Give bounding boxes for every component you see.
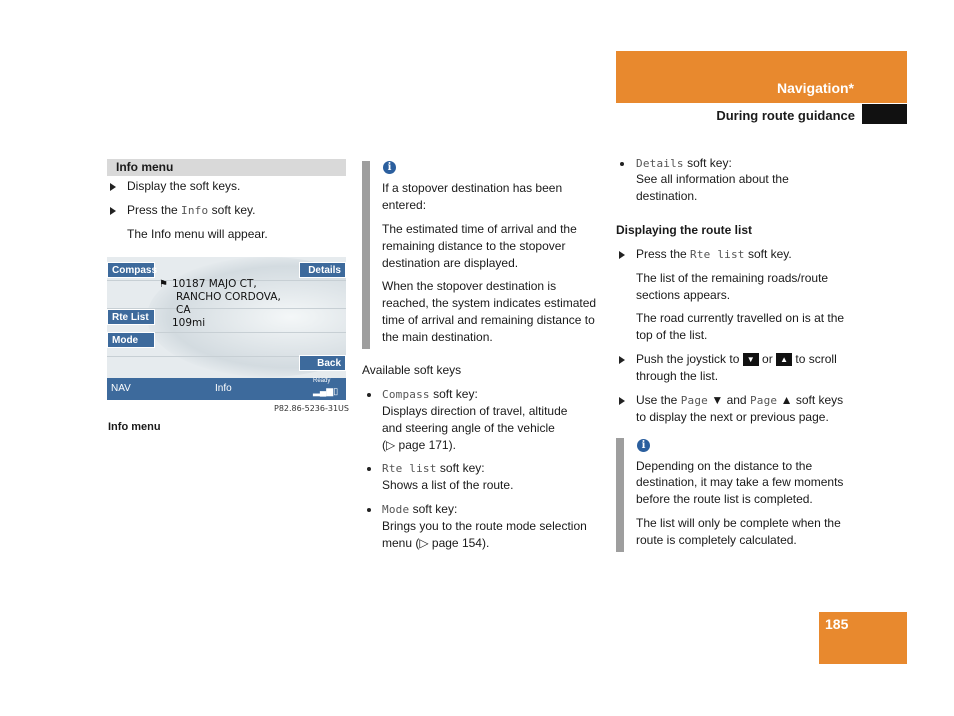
step-arrow-icon: [619, 397, 625, 405]
step-result: The list of the remaining roads/route: [636, 271, 829, 285]
note-text: Depending on the distance to the: [636, 459, 813, 473]
section-subtitle: During route guidance: [716, 108, 855, 123]
back-softkey[interactable]: Back: [299, 355, 346, 371]
step-text: Press the Info soft key.: [127, 203, 256, 217]
step-result: top of the list.: [636, 328, 708, 342]
arrow-up-icon: ▲: [776, 353, 792, 366]
info-icon: i: [637, 439, 650, 452]
step-text: through the list.: [636, 369, 719, 383]
note-text: If a stopover destination has been entered:: [382, 181, 563, 212]
bullet-item: Mode soft key:: [382, 502, 458, 516]
step-result: The Info menu will appear.: [127, 227, 268, 241]
note-text: destination, it may take a few moments: [636, 475, 844, 489]
page-number: 185: [825, 616, 849, 632]
bullet-dot: [620, 162, 624, 166]
info-menu-heading: Info menu: [107, 159, 346, 176]
note-text: When the stopover destination is reached, the system indicates estimated time of arrival and remaining distance to the main destination.: [382, 279, 597, 344]
status-info: Info: [215, 383, 232, 394]
bullet-text: See all information about the: [636, 172, 789, 186]
bullet-text: Displays direction of travel, altitude: [382, 404, 568, 418]
signal-bars-icon: ▂▄▆▯: [313, 386, 339, 396]
distance-readout: 109mi: [172, 317, 206, 329]
status-ready: Ready: [313, 378, 331, 384]
available-keys-heading: Available soft keys: [362, 363, 462, 377]
bullet-item: Details soft key:: [636, 156, 732, 170]
note-text: The list will only be complete when the: [636, 516, 841, 530]
address-line: RANCHO CORDOVA,: [176, 291, 281, 303]
bullet-dot: [367, 393, 371, 397]
rte-list-softkey[interactable]: Rte List: [107, 309, 155, 325]
step-result: sections appears.: [636, 288, 731, 302]
note-bar: [362, 161, 370, 349]
address-line: 10187 MAJO CT,: [172, 278, 257, 290]
step-text: Push the joystick to ▼ or ▲ to scroll: [636, 352, 837, 366]
bullet-dot: [367, 508, 371, 512]
bullet-item: Compass soft key:: [382, 387, 478, 401]
bullet-text: destination.: [636, 189, 698, 203]
bullet-item: Rte list soft key:: [382, 461, 485, 475]
step-text: to display the next or previous page.: [636, 410, 829, 424]
route-list-heading: Displaying the route list: [616, 223, 753, 237]
mode-softkey[interactable]: Mode: [107, 332, 155, 348]
status-bar: [107, 378, 346, 400]
arrow-down-icon: ▼: [711, 393, 724, 407]
note-text: The estimated time of arrival and the remaining distance to the stopover destination are displayed.: [382, 222, 577, 270]
details-softkey[interactable]: Details: [299, 262, 346, 278]
destination-flag-icon: ⚑: [159, 279, 168, 290]
header-marker: [862, 104, 907, 124]
step-text: Press the Rte list soft key.: [636, 247, 792, 261]
compass-softkey[interactable]: Compass: [107, 262, 155, 278]
step-text: Display the soft keys.: [127, 179, 241, 193]
bullet-dot: [367, 467, 371, 471]
nav-screen-figure: [107, 257, 346, 400]
step-arrow-icon: [110, 207, 116, 215]
note-text: route is completely calculated.: [636, 533, 797, 547]
note-bar: [616, 438, 624, 552]
step-text: Use the Page ▼ and Page ▲ soft keys: [636, 393, 844, 407]
step-arrow-icon: [619, 356, 625, 364]
page-reference: (▷ page 171).: [382, 438, 456, 452]
status-nav: NAV: [111, 383, 131, 394]
step-arrow-icon: [110, 183, 116, 191]
address-line: CA: [176, 304, 191, 316]
bullet-text: and steering angle of the vehicle: [382, 421, 555, 435]
bullet-text: Shows a list of the route.: [382, 478, 514, 492]
info-icon: i: [383, 161, 396, 174]
bullet-text: Brings you to the route mode selection: [382, 519, 587, 533]
chapter-title: Navigation*: [776, 80, 854, 96]
arrow-up-icon: ▲: [780, 393, 793, 407]
note-text: before the route list is completed.: [636, 492, 813, 506]
page-reference: menu (▷ page 154).: [382, 536, 490, 550]
figure-code: P82.86-5236-31US: [274, 404, 349, 413]
arrow-down-icon: ▼: [743, 353, 759, 366]
step-arrow-icon: [619, 251, 625, 259]
figure-caption: Info menu: [108, 421, 161, 433]
step-result: The road currently travelled on is at the: [636, 311, 845, 325]
